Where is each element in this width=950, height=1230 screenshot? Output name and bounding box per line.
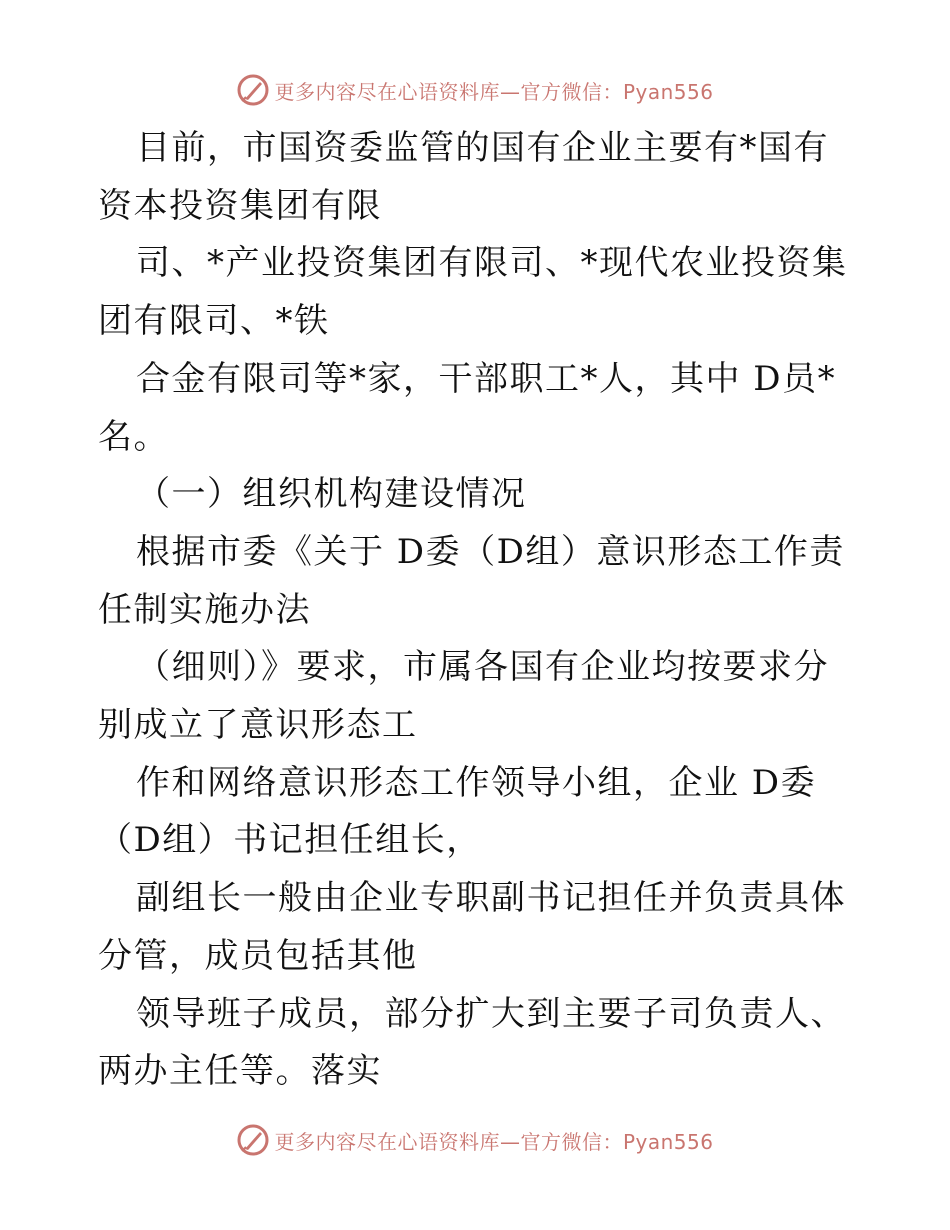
paragraph-5: 根据市委《关于 D委（D组）意识形态工作责任制实施办法 — [98, 531, 845, 630]
header-banner — [0, 68, 950, 112]
quill-pen-icon — [236, 1123, 270, 1157]
footer-banner-text: 更多内容尽在心语资料库—官方微信：Pyan556 — [274, 1129, 714, 1154]
quill-pen-icon — [236, 73, 270, 107]
document-body — [98, 120, 858, 1101]
paragraph-3: 合金有限司等*家，干部职工*人，其中 D员*名。 — [98, 358, 837, 457]
paragraph-2: 司、*产业投资集团有限司、*现代农业投资集团有限司、*铁 — [98, 243, 848, 342]
paragraph-7: 作和网络意识形态工作领导小组，企业 D委（D组）书记担任组长， — [98, 762, 817, 861]
paragraph-1: 目前，市国资委监管的国有企业主要有*国有资本投资集团有限 — [98, 128, 829, 226]
paragraph-8: 副组长一般由企业专职副书记担任并负责具体分管，成员包括其他 — [98, 878, 846, 976]
footer-banner — [0, 1118, 950, 1162]
section-heading: （一）组织机构建设情况 — [136, 474, 527, 515]
paragraph-6: （细则）》要求，市属各国有企业均按要求分别成立了意识形态工 — [98, 647, 829, 746]
paragraph-9: 领导班子成员，部分扩大到主要子司负责人、两办主任等。落实 — [98, 993, 846, 1092]
header-banner-text: 更多内容尽在心语资料库—官方微信：Pyan556 — [274, 79, 714, 104]
